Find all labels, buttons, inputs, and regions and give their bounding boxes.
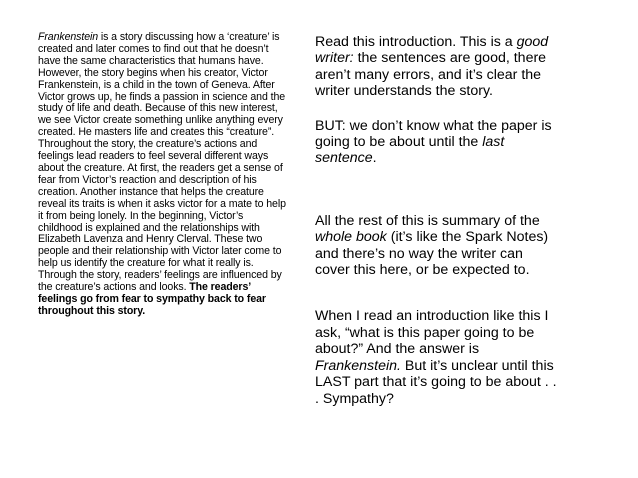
emphasis-good-writer: good writer:	[315, 34, 549, 67]
comment-text: BUT: we don’t know what the paper is going to be about until the	[315, 117, 552, 151]
comment-text: (it’s like the Spark Notes) and there’s no way the writer can cover this here, or be expected to.	[315, 229, 549, 279]
emphasis-last-sentence: last sentence	[315, 134, 505, 167]
comment-text: Read this introduction. This is a	[315, 34, 517, 50]
comment-summary	[315, 213, 560, 279]
comment-text: When I read an introduction like this I ask, “what is this paper going to be about?” And the answer is	[315, 308, 549, 358]
comment-text: the sentences are good, there aren’t many errors, and it’s clear the writer understands the story.	[315, 50, 547, 100]
spacer	[315, 167, 560, 213]
book-title-frankenstein: Frankenstein	[38, 31, 99, 43]
thesis-statement: The readers’ feelings go from fear to sympathy back to fear throughout this story.	[38, 281, 266, 317]
comment-good-writer	[315, 34, 560, 100]
teacher-commentary	[315, 34, 560, 407]
essay-introduction	[38, 32, 288, 318]
emphasis-frankenstein: Frankenstein.	[315, 357, 401, 374]
comment-text: .	[372, 150, 377, 167]
emphasis-whole-book: whole book	[315, 229, 387, 246]
comment-question	[315, 308, 560, 406]
spacer	[315, 278, 560, 308]
comment-text: But it’s unclear until this LAST part that it’s going to be about . . . Sympathy?	[315, 357, 557, 407]
spacer	[315, 100, 560, 118]
essay-body-text: is a story discussing how a ‘creature’ is created and later comes to find out that he doesn’t have the same characteristics that humans have. However, the story begins when his creator, Victor Frankenstein, is a child in the town of Geneva. After Victor grows up, he finds a passion in science and the study of life and death. Because of this new interest, we see Victor create something unlike anything every created. He masters life and creates this “creature”. Throughout the story, the creature’s actions and feelings lead readers to feel several different ways about the creature. At first, the readers get a sense of fear from Victor’s reaction and description of his creation. Another instance that helps the creature reveal its traits is when it asks victor for a mate to help it from being lonely. In the beginning, Victor’s childhood is explained and the relationships with Elizabeth Lavenza and Henry Clerval. These two people and their relationship with Victor later come to help us identify the creature for what it really is. Through the story, readers’ feelings are influenced by the creature’s actions and looks.	[38, 31, 286, 294]
comment-last-sentence	[315, 118, 560, 167]
essay-paragraph	[38, 32, 288, 318]
comment-text: All the rest of this is summary of the	[315, 212, 540, 229]
